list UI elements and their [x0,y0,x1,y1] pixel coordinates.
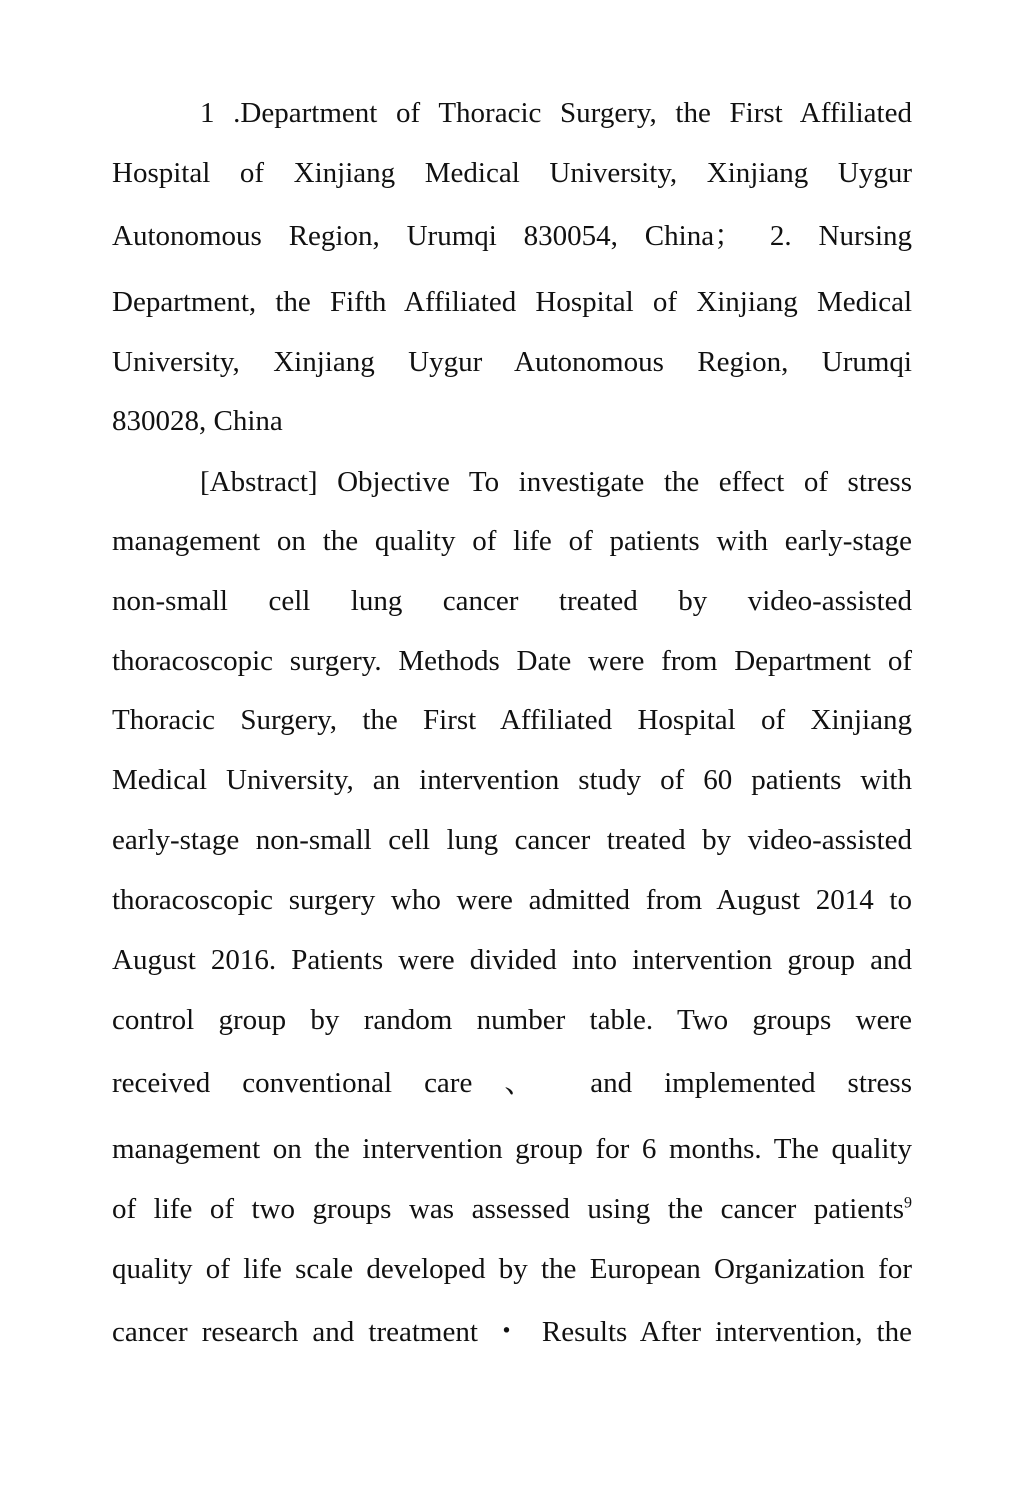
abstract-line-3: non-small cell lung cancer treated by video-assisted [112,585,912,617]
abstract-line-14: quality of life scale developed by the European Organization for [112,1253,912,1285]
abstract-line-7: early-stage non-small cell lung cancer treated by video-assisted [112,824,912,856]
abstract-line-11: received conventional care 、 and implemented stress [112,1067,912,1099]
abstract-line-13 [112,1191,912,1227]
affiliation-line-2: Hospital of Xinjiang Medical University, Xinjiang Uygur [112,157,912,189]
abstract-line-8: thoracoscopic surgery who were admitted from August 2014 to [112,884,912,916]
abstract-line-12: management on the intervention group for 6 months. The quality [112,1133,912,1165]
abstract-line-13-text: of life of two groups was assessed using the cancer patients [112,1193,904,1225]
affiliation-line-5: University, Xinjiang Uygur Autonomous Region, Urumqi [112,346,912,378]
affiliation-line-1: 1 .Department of Thoracic Surgery, the First Affiliated [200,97,912,129]
abstract-line-1: [Abstract] Objective To investigate the effect of stress [200,466,912,498]
abstract-line-2: management on the quality of life of patients with early-stage [112,525,912,557]
abstract-line-6: Medical University, an intervention study of 60 patients with [112,764,912,796]
affiliation-line-3: Autonomous Region, Urumqi 830054, China； 2. Nursing [112,220,912,252]
superscript-marker: 9 [904,1194,912,1212]
abstract-line-9: August 2016. Patients were divided into intervention group and [112,944,912,976]
affiliation-line-6: 830028, China [112,405,283,437]
abstract-line-10: control group by random number table. Two groups were [112,1004,912,1036]
abstract-line-5: Thoracic Surgery, the First Affiliated Hospital of Xinjiang [112,704,912,736]
affiliation-line-4: Department, the Fifth Affiliated Hospital of Xinjiang Medical [112,286,912,318]
abstract-line-4: thoracoscopic surgery. Methods Date were from Department of [112,645,912,677]
abstract-line-15: cancer research and treatment ・ Results After intervention, the [112,1316,912,1348]
